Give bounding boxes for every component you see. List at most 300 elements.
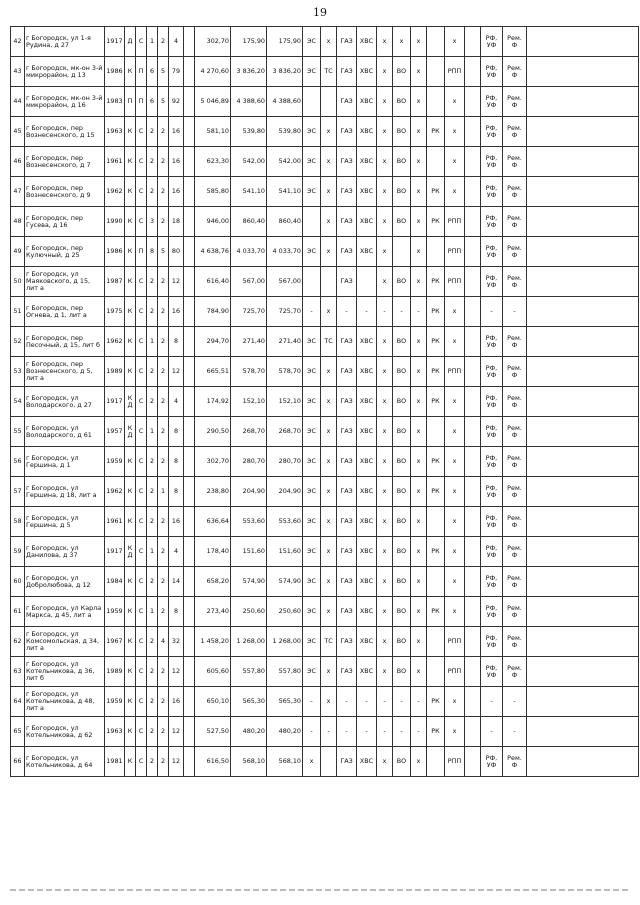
table-cell: 565,30 <box>267 687 303 717</box>
table-cell: х <box>321 567 337 597</box>
table-cell: 58 <box>11 507 25 537</box>
table-cell: х <box>411 117 427 147</box>
table-cell: 1 <box>147 327 158 357</box>
table-cell: 2 <box>147 447 158 477</box>
table-cell: РФ, УФ <box>481 477 503 507</box>
table-cell <box>465 117 481 147</box>
table-cell: 2 <box>147 657 158 687</box>
table-cell: РФ, УФ <box>481 387 503 417</box>
table-cell <box>465 87 481 117</box>
table-cell: 568,10 <box>231 747 267 777</box>
table-cell: Рем. Ф <box>503 357 527 387</box>
table-cell: х <box>445 297 465 327</box>
table-cell <box>184 177 195 207</box>
table-cell: К <box>125 687 136 717</box>
table-cell: 578,70 <box>267 357 303 387</box>
table-cell: 2 <box>158 537 169 567</box>
table-cell: - <box>303 717 321 747</box>
table-cell: х <box>411 357 427 387</box>
table-cell: х <box>445 717 465 747</box>
table-cell: 1959 <box>105 447 125 477</box>
table-cell <box>184 567 195 597</box>
table-cell <box>527 687 639 717</box>
table-cell: 80 <box>169 237 184 267</box>
table-cell: 8 <box>169 597 184 627</box>
table-cell: ЭС <box>303 27 321 57</box>
table-cell: х <box>377 267 393 297</box>
table-cell: х <box>445 27 465 57</box>
table-cell: 665,51 <box>195 357 231 387</box>
table-cell <box>465 327 481 357</box>
table-cell <box>427 87 445 117</box>
table-cell <box>527 597 639 627</box>
table-cell <box>184 57 195 87</box>
table-cell <box>527 237 639 267</box>
table-cell: 64 <box>11 687 25 717</box>
table-cell: РФ, УФ <box>481 597 503 627</box>
table-cell: 280,70 <box>231 447 267 477</box>
table-cell: - <box>503 687 527 717</box>
table-cell: х <box>377 87 393 117</box>
table-cell: х <box>445 477 465 507</box>
table-cell: г Богородск, пер Вознесенского, д 7 <box>25 147 105 177</box>
table-cell: - <box>481 687 503 717</box>
table-cell: х <box>411 447 427 477</box>
table-cell: Рем. Ф <box>503 447 527 477</box>
table-cell: 14 <box>169 567 184 597</box>
table-cell: - <box>377 687 393 717</box>
table-cell <box>465 357 481 387</box>
table-cell: - <box>393 297 411 327</box>
table-cell: 1959 <box>105 687 125 717</box>
table-cell <box>527 177 639 207</box>
table-cell <box>527 327 639 357</box>
table-cell: 2 <box>158 177 169 207</box>
table-cell: РФ, УФ <box>481 567 503 597</box>
table-cell: РПП <box>445 747 465 777</box>
table-cell: 204,90 <box>231 477 267 507</box>
table-cell <box>527 507 639 537</box>
table-cell: С <box>136 177 147 207</box>
table-cell <box>184 237 195 267</box>
table-cell: х <box>411 147 427 177</box>
table-cell: РК <box>427 177 445 207</box>
table-cell: РПП <box>445 237 465 267</box>
table-cell: ТС <box>321 57 337 87</box>
table-cell: х <box>321 207 337 237</box>
table-cell: - <box>337 687 357 717</box>
table-cell: 1987 <box>105 267 125 297</box>
table-cell: 4 <box>169 387 184 417</box>
table-cell: РФ, УФ <box>481 357 503 387</box>
table-cell <box>427 147 445 177</box>
table-cell: 553,60 <box>267 507 303 537</box>
table-cell: 65 <box>11 717 25 747</box>
table-cell: х <box>411 237 427 267</box>
table-cell: - <box>337 297 357 327</box>
table-cell: 650,10 <box>195 687 231 717</box>
table-cell: Рем. Ф <box>503 747 527 777</box>
table-cell: ГАЗ <box>337 57 357 87</box>
table-cell: ВО <box>393 537 411 567</box>
table-cell: 4 388,60 <box>231 87 267 117</box>
table-cell <box>184 147 195 177</box>
table-cell: 541,10 <box>267 177 303 207</box>
table-cell: 1961 <box>105 147 125 177</box>
table-cell: х <box>411 207 427 237</box>
table-cell: 268,70 <box>267 417 303 447</box>
table-cell: РПП <box>445 627 465 657</box>
table-cell: ХВС <box>357 537 377 567</box>
table-cell: 32 <box>169 627 184 657</box>
table-cell: 557,80 <box>231 657 267 687</box>
table-cell <box>527 117 639 147</box>
table-cell: Рем. Ф <box>503 177 527 207</box>
table-cell: 4 <box>169 27 184 57</box>
table-cell: 480,20 <box>231 717 267 747</box>
table-cell <box>303 87 321 117</box>
table-cell: ГАЗ <box>337 357 357 387</box>
table-cell: 5 046,89 <box>195 87 231 117</box>
table-cell <box>465 687 481 717</box>
table-cell: С <box>136 687 147 717</box>
table-cell: РПП <box>445 267 465 297</box>
table-cell: 2 <box>158 267 169 297</box>
table-cell: ВО <box>393 387 411 417</box>
table-cell: К <box>125 627 136 657</box>
table-cell: 1963 <box>105 117 125 147</box>
table-cell: ГАЗ <box>337 87 357 117</box>
table-cell: г Богородск, ул Гершина, д 5 <box>25 507 105 537</box>
table-cell: К <box>125 327 136 357</box>
table-cell: 302,70 <box>195 447 231 477</box>
table-cell: К <box>125 717 136 747</box>
table-cell: 539,80 <box>231 117 267 147</box>
table-cell: х <box>321 597 337 627</box>
table-cell: РФ, УФ <box>481 507 503 537</box>
table-row <box>11 177 639 207</box>
table-cell: 1984 <box>105 567 125 597</box>
table-cell <box>527 567 639 597</box>
table-cell: РК <box>427 297 445 327</box>
table-cell: г Богородск, ул Гершина, д 1 <box>25 447 105 477</box>
table-cell: х <box>377 177 393 207</box>
table-cell: ХВС <box>357 117 377 147</box>
table-cell: РПП <box>445 207 465 237</box>
table-cell: г Богородск, пер Гусева, д 16 <box>25 207 105 237</box>
table-cell: ЭС <box>303 117 321 147</box>
table-cell: 16 <box>169 177 184 207</box>
table-cell: С <box>136 357 147 387</box>
table-cell: х <box>377 477 393 507</box>
table-cell: х <box>445 597 465 627</box>
table-cell: 539,80 <box>267 117 303 147</box>
table-cell: 175,90 <box>267 27 303 57</box>
table-cell: РФ, УФ <box>481 117 503 147</box>
table-cell: К Д <box>125 537 136 567</box>
table-cell: 1990 <box>105 207 125 237</box>
table-cell: - <box>393 717 411 747</box>
table-row <box>11 627 639 657</box>
table-cell: 4 <box>169 537 184 567</box>
table-cell: К <box>125 507 136 537</box>
table-cell: ЭС <box>303 417 321 447</box>
table-cell: 1 <box>147 597 158 627</box>
table-cell: К <box>125 57 136 87</box>
table-cell: х <box>393 27 411 57</box>
table-cell: 16 <box>169 147 184 177</box>
table-cell: 4 033,70 <box>267 237 303 267</box>
table-cell: ЭС <box>303 477 321 507</box>
table-cell: - <box>481 297 503 327</box>
table-cell: 2 <box>147 117 158 147</box>
table-cell: х <box>377 567 393 597</box>
table-cell: 57 <box>11 477 25 507</box>
table-cell: - <box>303 687 321 717</box>
table-cell: 1986 <box>105 237 125 267</box>
table-cell: К <box>125 747 136 777</box>
table-cell: 294,70 <box>195 327 231 357</box>
table-cell: 3 836,20 <box>267 57 303 87</box>
table-cell <box>357 267 377 297</box>
table-cell: 2 <box>147 357 158 387</box>
table-cell <box>184 597 195 627</box>
table-cell: х <box>411 387 427 417</box>
table-cell: ХВС <box>357 567 377 597</box>
table-row <box>11 567 639 597</box>
table-cell: - <box>357 717 377 747</box>
table-cell: ЭС <box>303 57 321 87</box>
table-cell <box>427 237 445 267</box>
table-cell: 12 <box>169 657 184 687</box>
table-cell <box>184 27 195 57</box>
table-row <box>11 147 639 177</box>
table-cell: ЭС <box>303 627 321 657</box>
table-cell: ХВС <box>357 657 377 687</box>
table-cell: ЭС <box>303 567 321 597</box>
table-cell: 302,70 <box>195 27 231 57</box>
table-cell: 46 <box>11 147 25 177</box>
table-cell: 2 <box>147 627 158 657</box>
scan-edge <box>10 889 630 891</box>
table-cell: 2 <box>158 327 169 357</box>
table-cell: - <box>411 297 427 327</box>
table-cell: ХВС <box>357 417 377 447</box>
table-cell: 6 <box>147 57 158 87</box>
table-cell: х <box>411 657 427 687</box>
table-cell: 2 <box>158 687 169 717</box>
table-cell: Рем. Ф <box>503 327 527 357</box>
table-row <box>11 537 639 567</box>
table-cell: х <box>411 177 427 207</box>
table-cell <box>465 627 481 657</box>
table-cell: - <box>357 297 377 327</box>
table-cell <box>465 567 481 597</box>
table-cell: Рем. Ф <box>503 507 527 537</box>
table-cell: С <box>136 597 147 627</box>
table-cell: 151,60 <box>267 537 303 567</box>
table-cell: 585,80 <box>195 177 231 207</box>
table-cell: 1957 <box>105 417 125 447</box>
table-cell: РФ, УФ <box>481 267 503 297</box>
table-cell <box>465 597 481 627</box>
table-cell: РК <box>427 537 445 567</box>
table-cell: х <box>445 417 465 447</box>
table-cell: ТС <box>321 327 337 357</box>
table-cell: 48 <box>11 207 25 237</box>
table-cell: 1 458,20 <box>195 627 231 657</box>
table-row <box>11 297 639 327</box>
table-cell: х <box>445 87 465 117</box>
table-cell: 605,60 <box>195 657 231 687</box>
table-cell: С <box>136 537 147 567</box>
table-cell <box>527 207 639 237</box>
table-cell: РФ, УФ <box>481 57 503 87</box>
table-row <box>11 657 639 687</box>
table-cell: х <box>377 57 393 87</box>
table-row <box>11 87 639 117</box>
table-cell: г Богородск, пер Вознесенского, д 15 <box>25 117 105 147</box>
table-cell: С <box>136 477 147 507</box>
table-cell: 79 <box>169 57 184 87</box>
table-cell: ВО <box>393 357 411 387</box>
table-cell: х <box>411 417 427 447</box>
table-cell: ГАЗ <box>337 507 357 537</box>
table-cell: 1917 <box>105 387 125 417</box>
table-cell: 290,50 <box>195 417 231 447</box>
table-cell <box>184 537 195 567</box>
table-cell: С <box>136 627 147 657</box>
table-cell <box>465 507 481 537</box>
table-cell <box>184 627 195 657</box>
table-cell: 2 <box>158 747 169 777</box>
table-cell: 16 <box>169 687 184 717</box>
table-cell: РПП <box>445 57 465 87</box>
table-cell: г Богородск, пер Кулючный, д 25 <box>25 237 105 267</box>
table-cell: К <box>125 477 136 507</box>
table-cell: 55 <box>11 417 25 447</box>
table-cell <box>465 747 481 777</box>
table-cell: С <box>136 267 147 297</box>
table-cell: 2 <box>147 147 158 177</box>
table-cell: - <box>377 297 393 327</box>
table-cell: 2 <box>158 657 169 687</box>
table-cell: 2 <box>158 357 169 387</box>
table-cell: С <box>136 507 147 537</box>
table-cell: 250,60 <box>231 597 267 627</box>
table-cell <box>465 537 481 567</box>
table-cell: К <box>125 237 136 267</box>
table-cell: 1 <box>147 27 158 57</box>
table-cell: РФ, УФ <box>481 417 503 447</box>
table-cell: ВО <box>393 207 411 237</box>
table-cell: РФ, УФ <box>481 237 503 267</box>
table-cell: 174,92 <box>195 387 231 417</box>
table-cell: х <box>303 747 321 777</box>
table-cell: ХВС <box>357 477 377 507</box>
table-cell: ВО <box>393 147 411 177</box>
table-row <box>11 117 639 147</box>
table-cell <box>184 447 195 477</box>
table-cell: ВО <box>393 657 411 687</box>
table-cell: 1959 <box>105 597 125 627</box>
table-cell: - <box>337 717 357 747</box>
table-cell: х <box>411 267 427 297</box>
table-cell: К <box>125 147 136 177</box>
table-cell: 2 <box>147 297 158 327</box>
table-cell <box>427 417 445 447</box>
table-cell <box>527 357 639 387</box>
table-cell: ХВС <box>357 147 377 177</box>
table-cell: 56 <box>11 447 25 477</box>
table-cell: - <box>357 687 377 717</box>
table-cell: 725,70 <box>267 297 303 327</box>
table-cell <box>184 87 195 117</box>
table-row <box>11 387 639 417</box>
table-cell: х <box>377 237 393 267</box>
table-cell: 61 <box>11 597 25 627</box>
table-cell <box>465 387 481 417</box>
table-cell: х <box>377 387 393 417</box>
table-cell: ВО <box>393 567 411 597</box>
table-cell: 1962 <box>105 327 125 357</box>
table-cell: г Богородск, ул Маяковского, д 15, лит а <box>25 267 105 297</box>
table-cell: 5 <box>158 57 169 87</box>
table-row <box>11 717 639 747</box>
table-cell <box>184 717 195 747</box>
table-cell: 4 033,70 <box>231 237 267 267</box>
table-cell: РК <box>427 597 445 627</box>
table-cell: 2 <box>158 27 169 57</box>
table-cell: П <box>136 237 147 267</box>
table-cell: К <box>125 297 136 327</box>
table-cell: ЭС <box>303 507 321 537</box>
table-cell: Рем. Ф <box>503 597 527 627</box>
table-cell: х <box>321 297 337 327</box>
table-cell <box>184 687 195 717</box>
table-cell: 3 <box>147 207 158 237</box>
table-row <box>11 597 639 627</box>
table-cell <box>184 507 195 537</box>
table-cell: Рем. Ф <box>503 567 527 597</box>
table-cell: 2 <box>158 417 169 447</box>
table-cell: 616,40 <box>195 267 231 297</box>
table-cell: ГАЗ <box>337 627 357 657</box>
table-cell: 567,00 <box>231 267 267 297</box>
table-cell: С <box>136 417 147 447</box>
table-cell <box>527 657 639 687</box>
table-cell <box>184 417 195 447</box>
table-cell <box>465 717 481 747</box>
table-cell: г Богородск, ул Котельникова, д 36, лит б <box>25 657 105 687</box>
table-cell: 1917 <box>105 537 125 567</box>
table-row <box>11 357 639 387</box>
table-cell <box>184 207 195 237</box>
table-cell <box>527 267 639 297</box>
table-cell: 3 836,20 <box>231 57 267 87</box>
table-cell: х <box>321 537 337 567</box>
table-cell: 53 <box>11 357 25 387</box>
table-cell: 60 <box>11 567 25 597</box>
table-cell: 2 <box>158 207 169 237</box>
table-cell: ВО <box>393 417 411 447</box>
table-cell: ХВС <box>357 27 377 57</box>
table-cell: 2 <box>147 387 158 417</box>
table-cell <box>465 657 481 687</box>
table-cell: 280,70 <box>267 447 303 477</box>
table-cell: ГАЗ <box>337 267 357 297</box>
table-cell: 636,64 <box>195 507 231 537</box>
